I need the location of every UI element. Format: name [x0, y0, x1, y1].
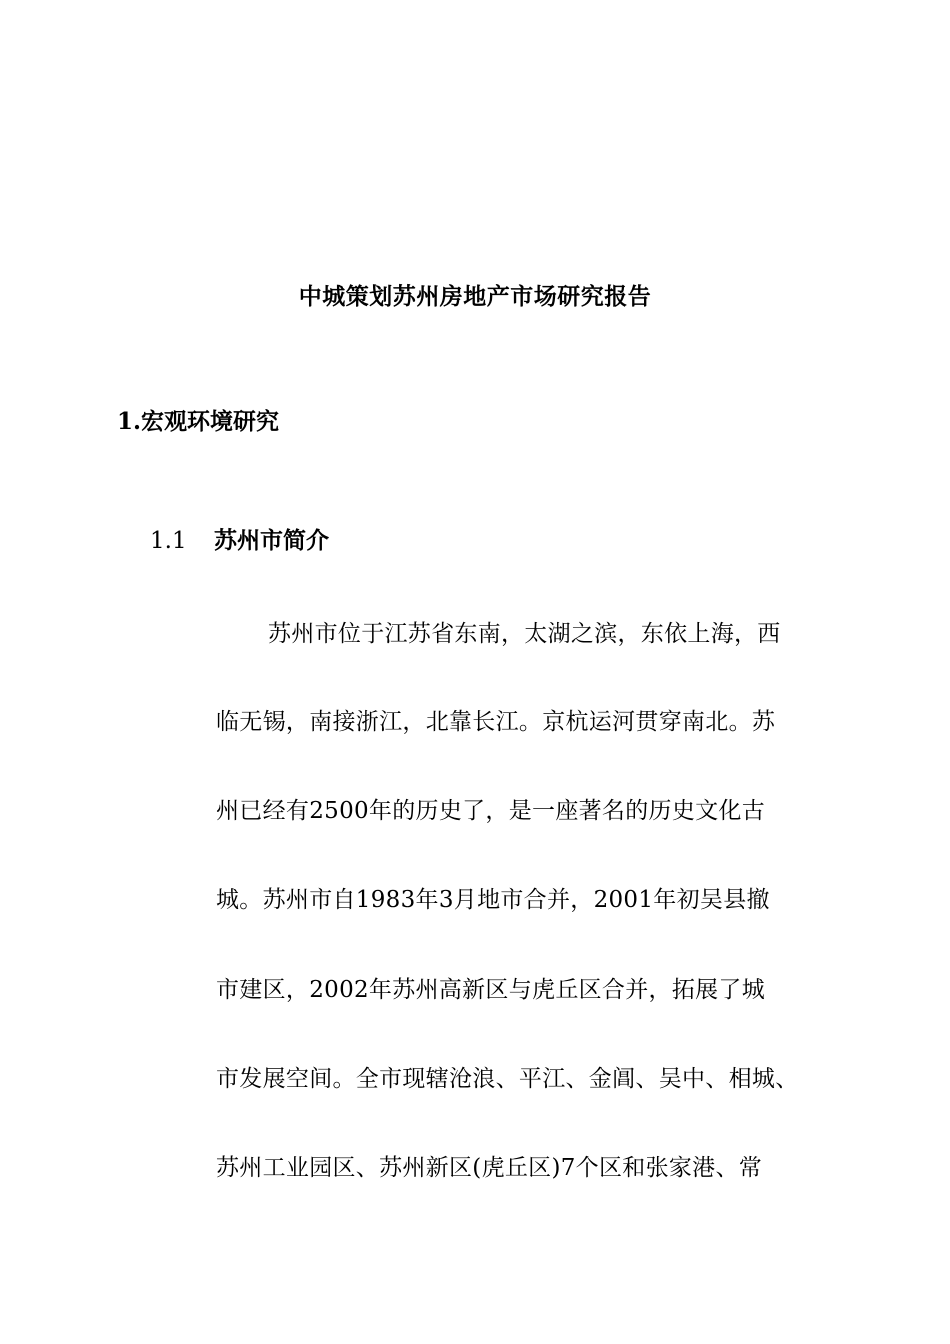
subsection-title: 苏州市简介 [214, 527, 329, 554]
subsection-number: 1.1 [150, 528, 187, 554]
paragraph-line: 苏州工业园区、苏州新区(虎丘区)7个区和张家港、常 [216, 1155, 763, 1181]
paragraph-line: 市发展空间。全市现辖沧浪、平江、金阊、吴中、相城、 [216, 1066, 799, 1092]
paragraph-line: 市建区，2002年苏州高新区与虎丘区合并，拓展了城 [216, 977, 766, 1003]
paragraph-line: 城。苏州市自1983年3月地市合并，2001年初吴县撤 [216, 887, 770, 913]
document-title: 中城策划苏州房地产市场研究报告 [298, 283, 652, 310]
paragraph-line: 苏州市位于江苏省东南，太湖之滨，东依上海，西 [268, 621, 781, 647]
subsection-heading [150, 523, 329, 559]
paragraph-line: 临无锡，南接浙江，北靠长江。京杭运河贯穿南北。苏 [216, 709, 776, 735]
paragraph-line: 州已经有2500年的历史了，是一座著名的历史文化古 [216, 798, 766, 824]
section-heading: 1.宏观环境研究 [117, 408, 280, 435]
